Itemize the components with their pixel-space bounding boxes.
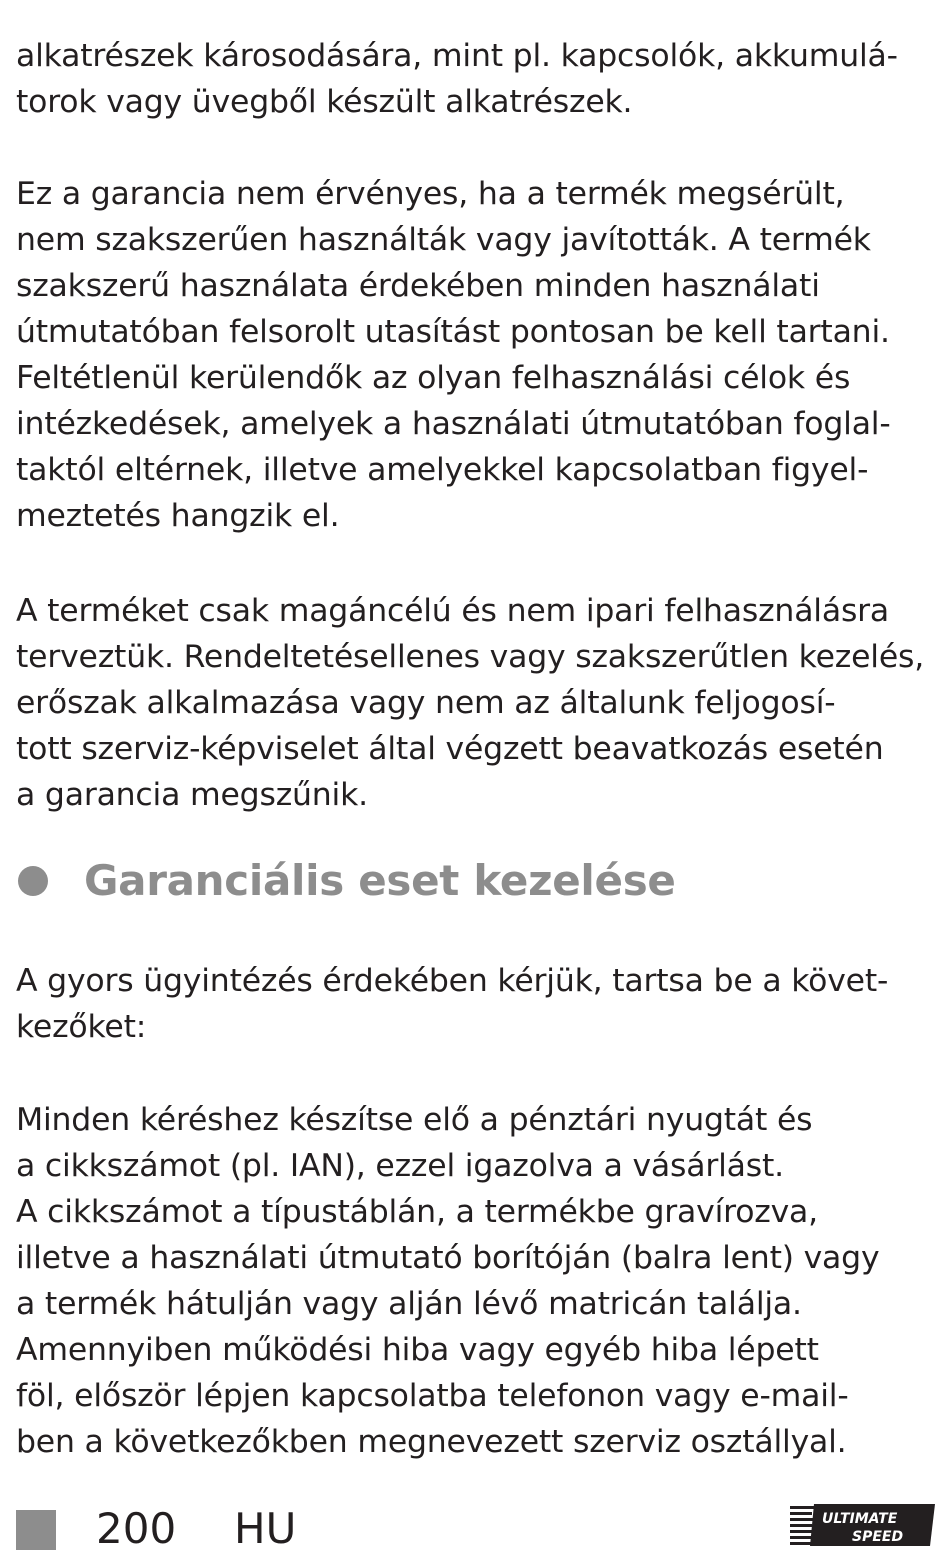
text-line: útmutatóban felsorolt utasítást pontosan be kell tartani. (16, 314, 890, 350)
text-line: terveztük. Rendeltetésellenes vagy szakszerűtlen kezelés, (16, 639, 925, 675)
text-line: A gyors ügyintézés érdekében kérjük, tartsa be a követ- (16, 963, 889, 999)
text-line: Minden kéréshez készítse elő a pénztári nyugtát és (16, 1102, 813, 1138)
text-line: meztetés hangzik el. (16, 498, 340, 534)
paragraph-5 (16, 1097, 879, 1465)
text-line: Feltétlenül kerülendők az olyan felhasználási célok és (16, 360, 851, 396)
text-line: a garancia megszűnik. (16, 777, 368, 813)
text-line: a cikkszámot (pl. IAN), ezzel igazolva a vásárlást. (16, 1148, 784, 1184)
paragraph-4 (16, 958, 888, 1050)
text-line: föl, először lépjen kapcsolatba telefonon vagy e-mail- (16, 1378, 849, 1414)
text-line: alkatrészek károsodására, mint pl. kapcsolók, akkumulá- (16, 38, 898, 74)
bullet-dot-icon (18, 866, 48, 896)
footer-square-marker (16, 1510, 56, 1550)
page-number: 200 (96, 1504, 177, 1553)
text-line: tott szerviz-képviselet által végzett beavatkozás esetén (16, 731, 884, 767)
paragraph-2 (16, 171, 891, 539)
text-line: ben a következőkben megnevezett szerviz osztállyal. (16, 1424, 847, 1460)
paragraph-3 (16, 588, 924, 818)
text-line: nem szakszerűen használták vagy javították. A termék (16, 222, 871, 258)
text-line: A terméket csak magáncélú és nem ipari felhasználásra (16, 593, 890, 629)
text-line: taktól eltérnek, illetve amelyekkel kapcsolatban figyel- (16, 452, 869, 488)
logo-text-line2: SPEED (852, 1529, 904, 1545)
text-line: Ez a garancia nem érvényes, ha a termék megsérült, (16, 176, 845, 212)
language-code: HU (234, 1504, 297, 1553)
text-line: a termék hátulján vagy alján lévő matricán találja. (16, 1286, 802, 1322)
text-line: szakszerű használata érdekében minden használati (16, 268, 820, 304)
text-line: erőszak alkalmazása vagy nem az általunk feljogosí- (16, 685, 836, 721)
paragraph-1 (16, 33, 898, 125)
text-line: intézkedések, amelyek a használati útmutatóban foglal- (16, 406, 891, 442)
text-line: illetve a használati útmutató borítóján (balra lent) vagy (16, 1240, 880, 1276)
text-line: torok vagy üvegből készült alkatrészek. (16, 84, 633, 120)
logo-text-line1: ULTIMATE (822, 1511, 898, 1527)
text-line: A cikkszámot a típustáblán, a termékbe gravírozva, (16, 1194, 818, 1230)
section-heading-text: Garanciális eset kezelése (84, 856, 676, 905)
ultimate-speed-logo (790, 1502, 935, 1548)
section-heading (16, 856, 676, 905)
text-line: Amennyiben működési hiba vagy egyéb hiba lépett (16, 1332, 819, 1368)
text-line: kezőket: (16, 1009, 147, 1045)
